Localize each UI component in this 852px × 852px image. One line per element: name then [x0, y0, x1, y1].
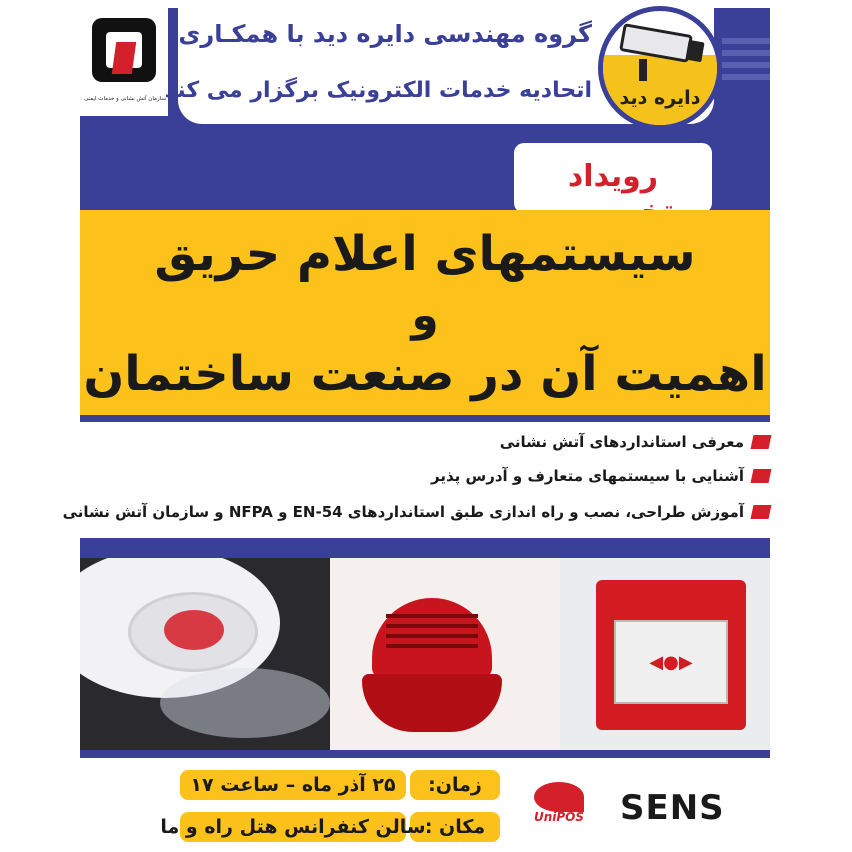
- bullet-marker-icon: [751, 469, 772, 483]
- decor-stripe: [722, 50, 770, 56]
- decor-stripe: [722, 38, 770, 44]
- time-value: ۲۵ آذر ماه – ساعت ۱۷: [190, 774, 396, 796]
- topic-text: آموزش طراحی، نصب و راه اندازی طبق استانداردهای EN-54 و NFPA و سازمان آتش نشانی: [62, 503, 744, 521]
- unipos-logo: [526, 780, 592, 832]
- topic-text: آشنایی با سیستمهای متعارف و آدرس پذیر: [431, 467, 744, 485]
- title-line-3: اهمیت آن در صنعت ساختمان: [83, 346, 767, 402]
- time-value-pill: [180, 770, 406, 800]
- header-organizer-line: گروه مهندسی دایره دید با همکـاری: [178, 20, 592, 48]
- badge-label: دایره دید: [619, 87, 701, 109]
- manual-call-point-photo: ◀●▶: [560, 558, 770, 750]
- time-label: زمان:: [428, 774, 482, 796]
- place-value-pill: [160, 812, 426, 842]
- place-label: مکان :: [424, 816, 486, 838]
- decor-stripe: [722, 74, 770, 80]
- unipos-logo-text: UniPOS: [533, 810, 585, 824]
- decor-stripe: [722, 62, 770, 68]
- fire-department-logo-icon: [92, 18, 156, 82]
- bullet-marker-icon: [751, 505, 772, 519]
- org-logo-caption: سازمان آتش نشانی و خدمات ایمنی: [84, 96, 166, 102]
- topic-item: [63, 500, 770, 524]
- topic-item: [431, 464, 770, 488]
- smoke-detector-photo: [80, 558, 330, 750]
- event-tag: رویداد: [567, 159, 659, 194]
- product-photo-strip: [80, 558, 770, 750]
- unipos-wing-icon: [534, 782, 584, 812]
- title-line-2: و: [411, 290, 439, 341]
- sens-logo: SENS: [620, 788, 725, 828]
- topic-text: معرفی استانداردهای آتش نشانی: [499, 433, 744, 451]
- header-partner-line: اتحادیه خدمات الکترونیک برگزار می کند: [164, 78, 592, 103]
- bullet-marker-icon: [751, 435, 772, 449]
- place-value: سالن کنفرانس هتل راه و ما: [160, 816, 426, 838]
- topic-item: [500, 430, 770, 454]
- title-line-1: سیستمهای اعلام حریق: [154, 226, 696, 282]
- fire-alarm-siren-photo: [330, 558, 560, 750]
- time-label-pill: [410, 770, 500, 800]
- dayere-did-badge: [598, 6, 722, 130]
